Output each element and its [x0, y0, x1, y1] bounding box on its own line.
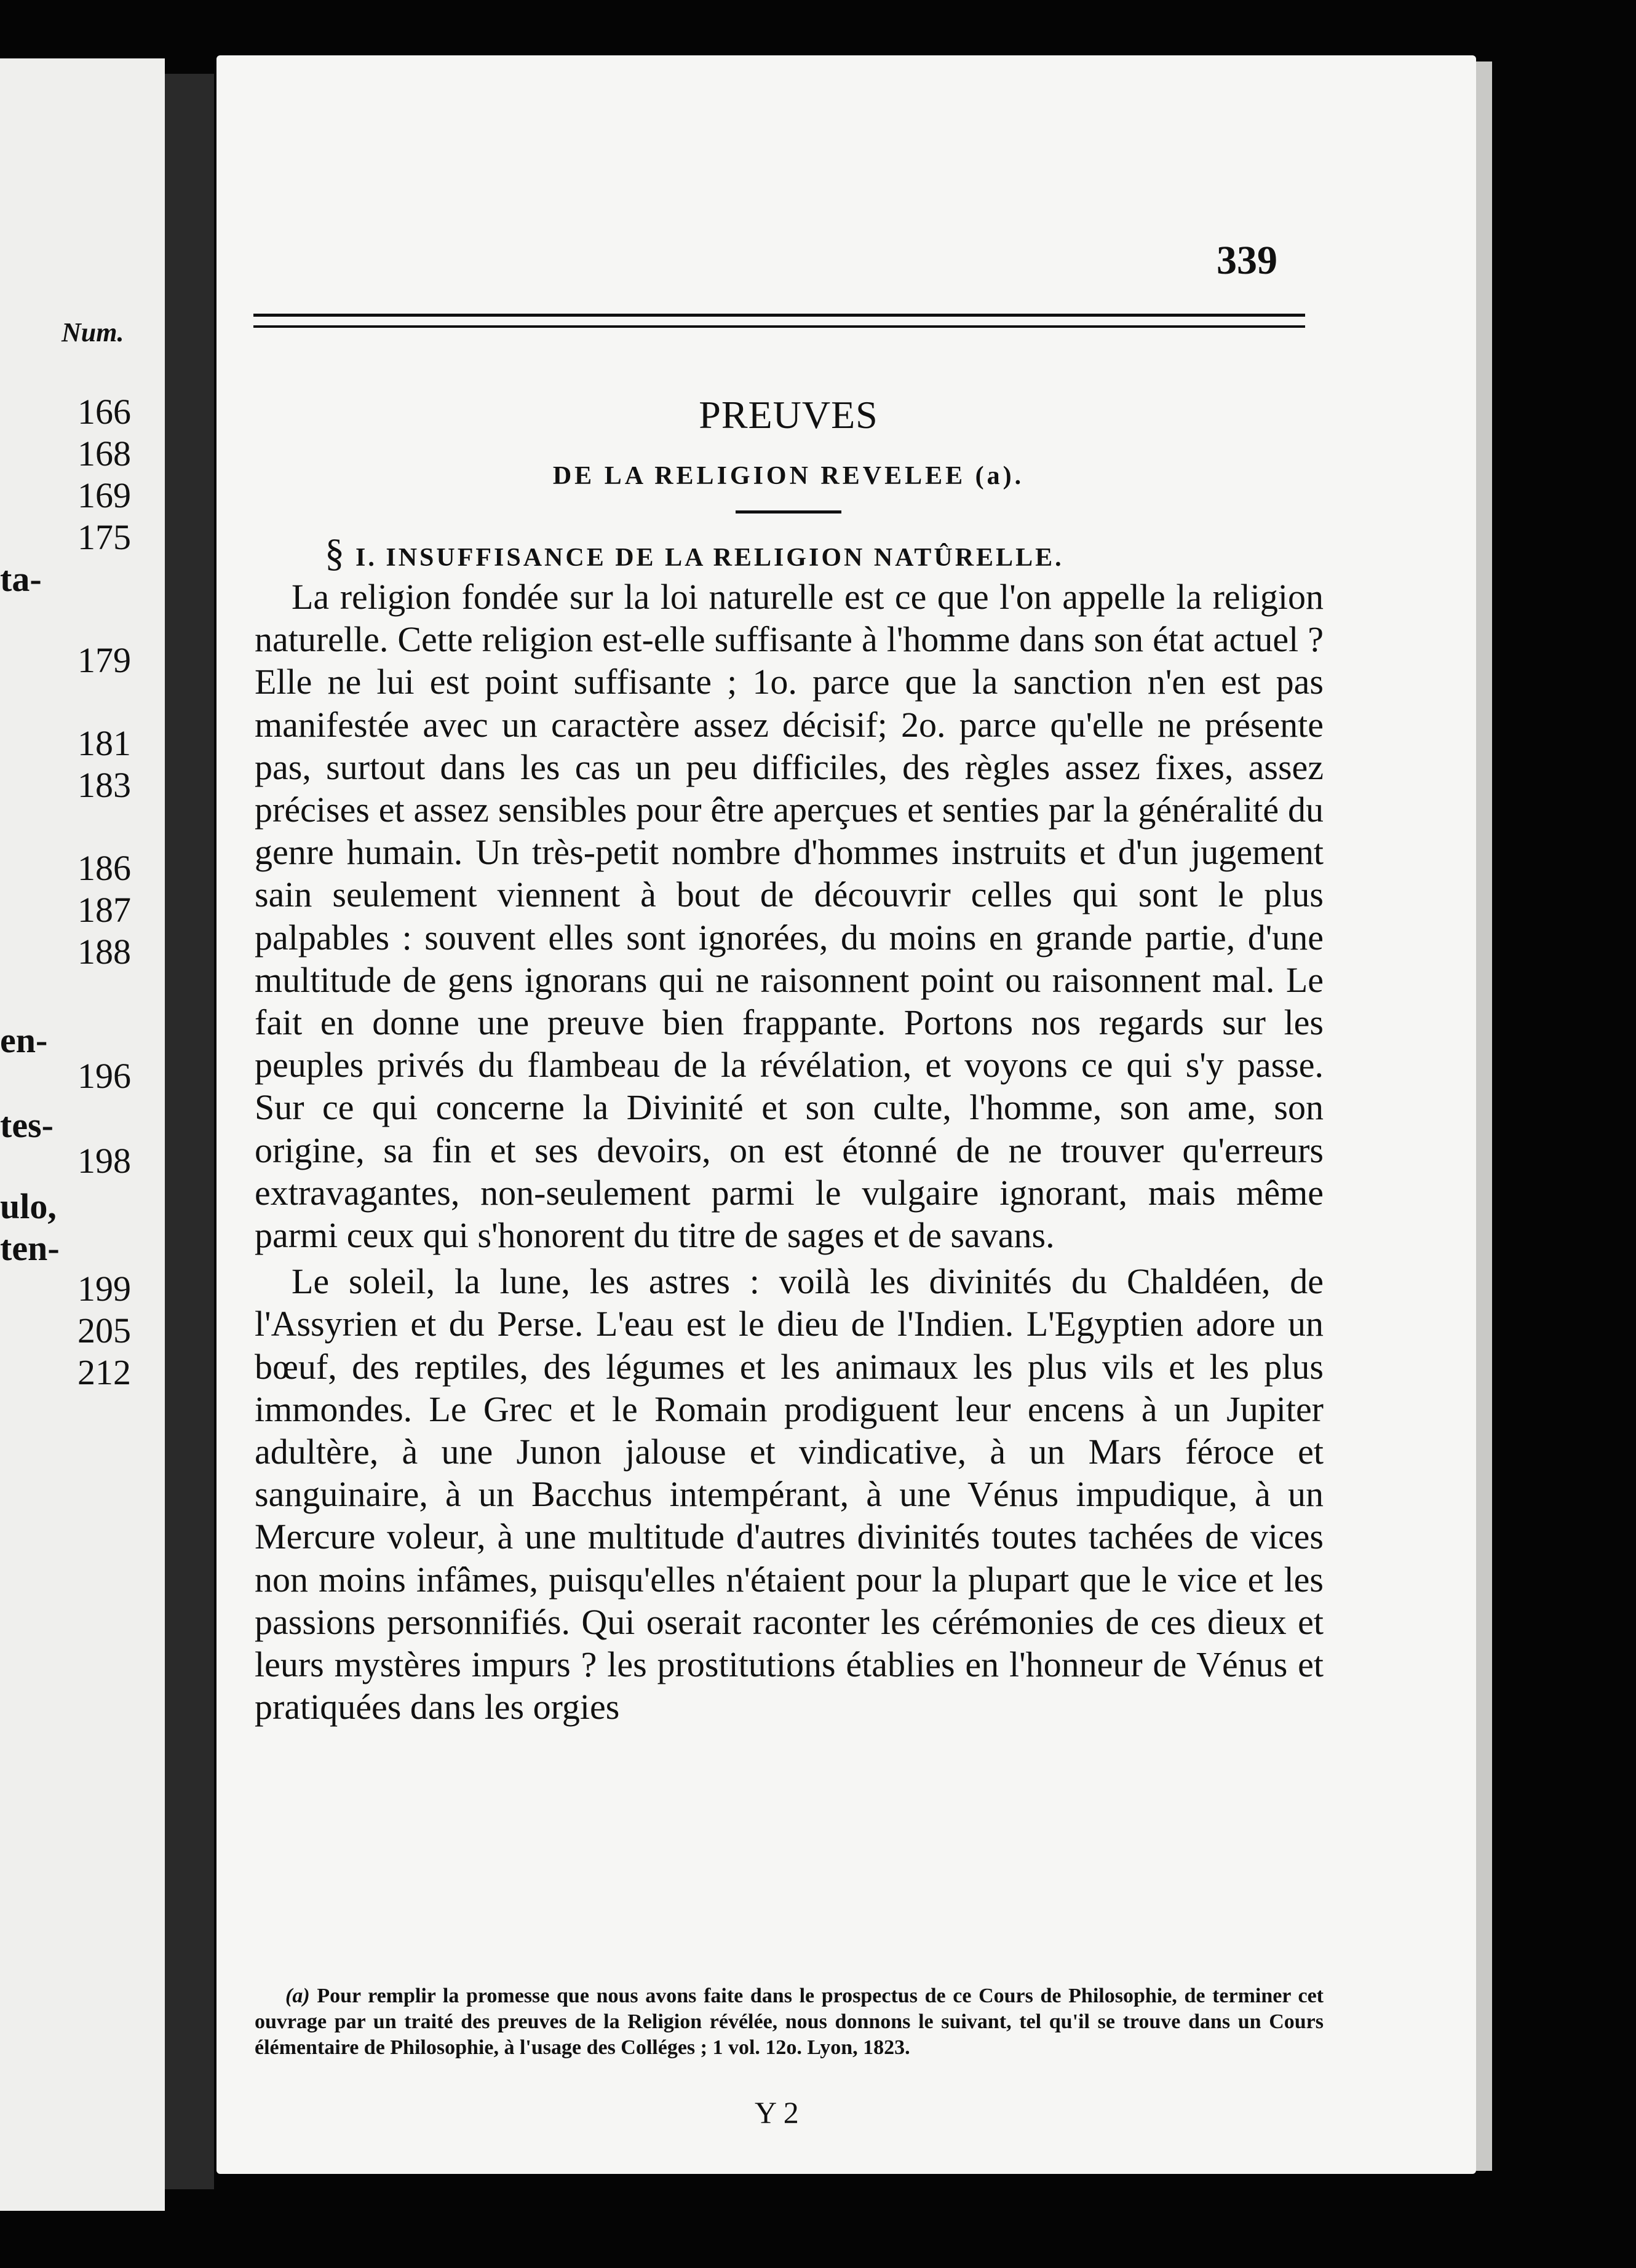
book-spine-shadow [165, 74, 214, 2189]
paragraph: Le soleil, la lune, les astres : voilà les divinités du Chaldéen, de l'Assyrien et du Perse. L'eau est le dieu de l'Indien. L'Egyptien adore un bœuf, des reptiles, des légumes et les animaux les plus vils et les plus immondes. Le Grec et le Romain prodiguent leur encens à un Jupiter adultère, à une Junon jalouse et vindicative, à un Mars féroce et sanguinaire, à un Bacchus intempérant, à une Vénus impudique, à un Mercure voleur, à une multitude d'autres divinités toutes tachées de vices non moins infâmes, puisqu'elles n'étaient pour la plupart que le vice et les passions personnifiés. Qui oserait raconter les cérémonies de ces dieux et leurs mystères impurs ? les prostitutions établies en l'honneur de Vénus et pratiquées dans les orgies [255, 1261, 1324, 1727]
paragraph: La religion fondée sur la loi naturelle est ce que l'on appelle la religion naturelle. Cette religion est-elle suffisante à l'homme dans son état actuel ? Elle ne lui est point suffisante ; 1o. parce que la sanction n'en est pas manifestée avec un caractère assez décisif; 2o. parce qu'elle ne présente pas, surtout dans les cas un peu difficiles, des règles assez fixes, assez précises et assez sensibles pour être aperçues et senties par la généralité du genre humain. Un très-petit nombre d'hommes instruits et d'un jugement sain seulement viennent à bout de découvrir celles qui sont le plus palpables : souvent elles sont ignorées, du moins en grande partie, d'une multitude de gens ignorans qui ne raisonnent point ou raisonnent mal. Le fait en donne une preuve bien frappante. Portons nos regards sur les peuples privés du flambeau de la révélation, et voyons ce qui s'y passe. Sur ce qui concerne la Divinité et son culte, l'homme, son ame, son origine, sa fin et ses devoirs, on est étonné de ne trouver qu'erreurs extravagantes, non-seulement parmi le vulgaire ignorant, mais même parmi ceux qui s'honorent du titre de sages et de savans. [255, 577, 1324, 1256]
left-page-number-entry: 169 [77, 475, 131, 515]
left-page-text-fragment: ulo, [0, 1186, 57, 1226]
left-page-number-entry: 186 [77, 848, 131, 888]
left-page-text-fragment: ta- [0, 559, 42, 599]
left-page-number-entry: 179 [77, 640, 131, 680]
num-column-header: Num. [62, 317, 124, 347]
page-number: 339 [1217, 238, 1277, 283]
left-page-text-fragment: ten- [0, 1228, 60, 1268]
body-text [255, 576, 1324, 1728]
footnote-text: Pour remplir la promesse que nous avons faite dans le prospectus de ce Cours de Philosophie, de terminer cet ouvrage par un traité des preuves de la Religion révélée, nous donnons le suivant, tel qu'il se trouve dans un Cours élémentaire de Philosophie, à l'usage des Colléges ; 1 vol. 12o. Lyon, 1823. [255, 1984, 1324, 2059]
left-page-number-entry: 168 [77, 434, 131, 474]
left-page-number-entry: 166 [77, 392, 131, 432]
main-page [216, 55, 1476, 2174]
running-head-rule [253, 314, 1305, 328]
left-page-number-entry: 196 [77, 1056, 131, 1096]
chapter-subtitle: DE LA RELIGION REVELEE (a). [552, 462, 1025, 490]
footnote [255, 1983, 1324, 2061]
left-page-number-entry: 181 [77, 723, 131, 763]
left-page-text-fragment: tes- [0, 1105, 54, 1145]
left-page-number-entry: 188 [77, 932, 131, 972]
title-divider [736, 510, 841, 513]
chapter-title: PREUVES [699, 393, 878, 437]
left-page-number-entry: 187 [77, 890, 131, 930]
section-symbol: § [325, 531, 344, 574]
left-page-number-entry: 198 [77, 1141, 131, 1181]
left-page-text-fragment: en- [0, 1020, 48, 1060]
section-heading-text: I. INSUFFISANCE DE LA RELIGION NATÛRELLE. [355, 544, 1064, 572]
left-page-number-entry: 183 [77, 765, 131, 805]
left-page-number-entry: 212 [77, 1352, 131, 1392]
left-page-number-entry: 205 [77, 1310, 131, 1350]
left-facing-page [0, 58, 165, 2211]
page-edge [1476, 61, 1492, 2171]
signature-mark: Y 2 [755, 2095, 799, 2130]
section-heading [325, 530, 1064, 576]
footnote-mark: (a) [285, 1984, 310, 2007]
left-page-number-entry: 175 [77, 517, 131, 557]
left-page-number-entry: 199 [77, 1269, 131, 1309]
